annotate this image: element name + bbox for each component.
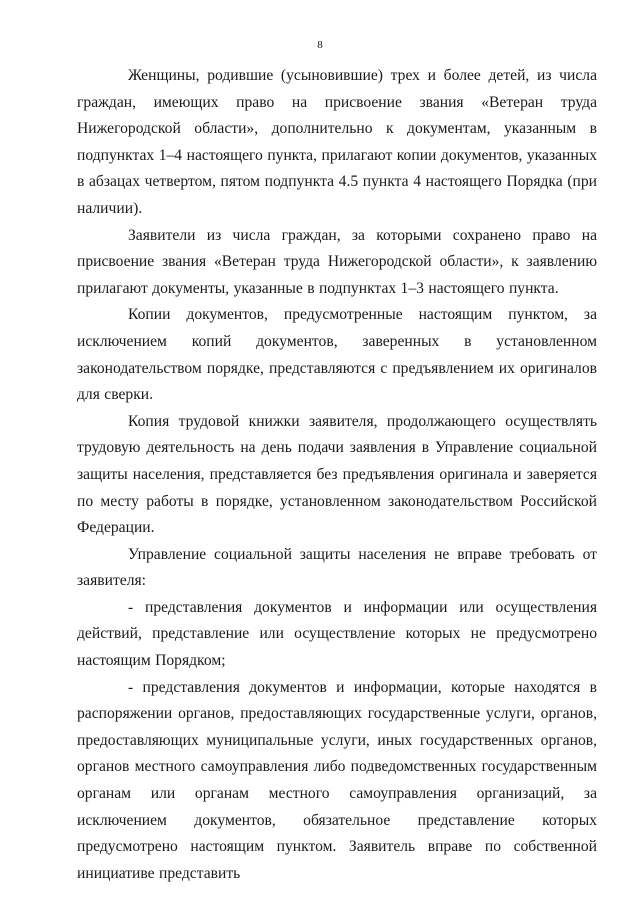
page-number: 8 <box>317 39 323 51</box>
paragraph-women-large-families: Женщины, родившие (усыновившие) трех и более детей, из числа граждан, имеющих право на присвоение звания «Ветеран труда Нижегородской области», дополнительно к документам, указанным в подпунктах 1–4 настоящего пункта, прилагают копии документов, указанных в абзацах четвертом, пятом подпункта 4.5 пункта 4 настоящего Порядка (при наличии). <box>77 67 597 217</box>
paragraph-document-copies: Копии документов, предусмотренные настоящим пунктом, за исключением копий документов, заверенных в установленном законодательством порядке, представляются с предъявлением их оригиналов для сверки. <box>77 306 597 404</box>
paragraph-employment-record-copy: Копия трудовой книжки заявителя, продолжающего осуществлять трудовую деятельность на день подачи заявления в Управление социальной защиты населения, представляется без предъявления оригинала и заверяется по месту работы в порядке, установленном законодательством Российской Федерации. <box>77 412 597 537</box>
paragraph-retained-right-applicants: Заявители из числа граждан, за которыми сохранено право на присвоение звания «Ветеран труда Нижегородской области», к заявлению прилагают документы, указанные в подпунктах 1–3 настоящего пункта. <box>77 226 597 297</box>
list-item-agency-held-documents: - представления документов и информации, которые находятся в распоряжении органов, предоставляющих государственные услуги, органов, предоставляющих муниципальные услуги, иных государственных органов, органов местного самоуправления либо подведомственных государственным органам или органам местного самоуправления организаций, за исключением документов, обязательное представление которых предусмотрено настоящим пунктом. Заявитель вправе по собственной инициативе представить <box>77 678 597 882</box>
paragraph-prohibited-requirements: Управление социальной защиты населения не вправе требовать от заявителя: <box>77 545 597 590</box>
list-item-extra-documents: - представления документов и информации или осуществления действий, представление или осуществление которых не предусмотрено настоящим Порядком; <box>77 598 597 670</box>
document-body <box>77 63 597 887</box>
